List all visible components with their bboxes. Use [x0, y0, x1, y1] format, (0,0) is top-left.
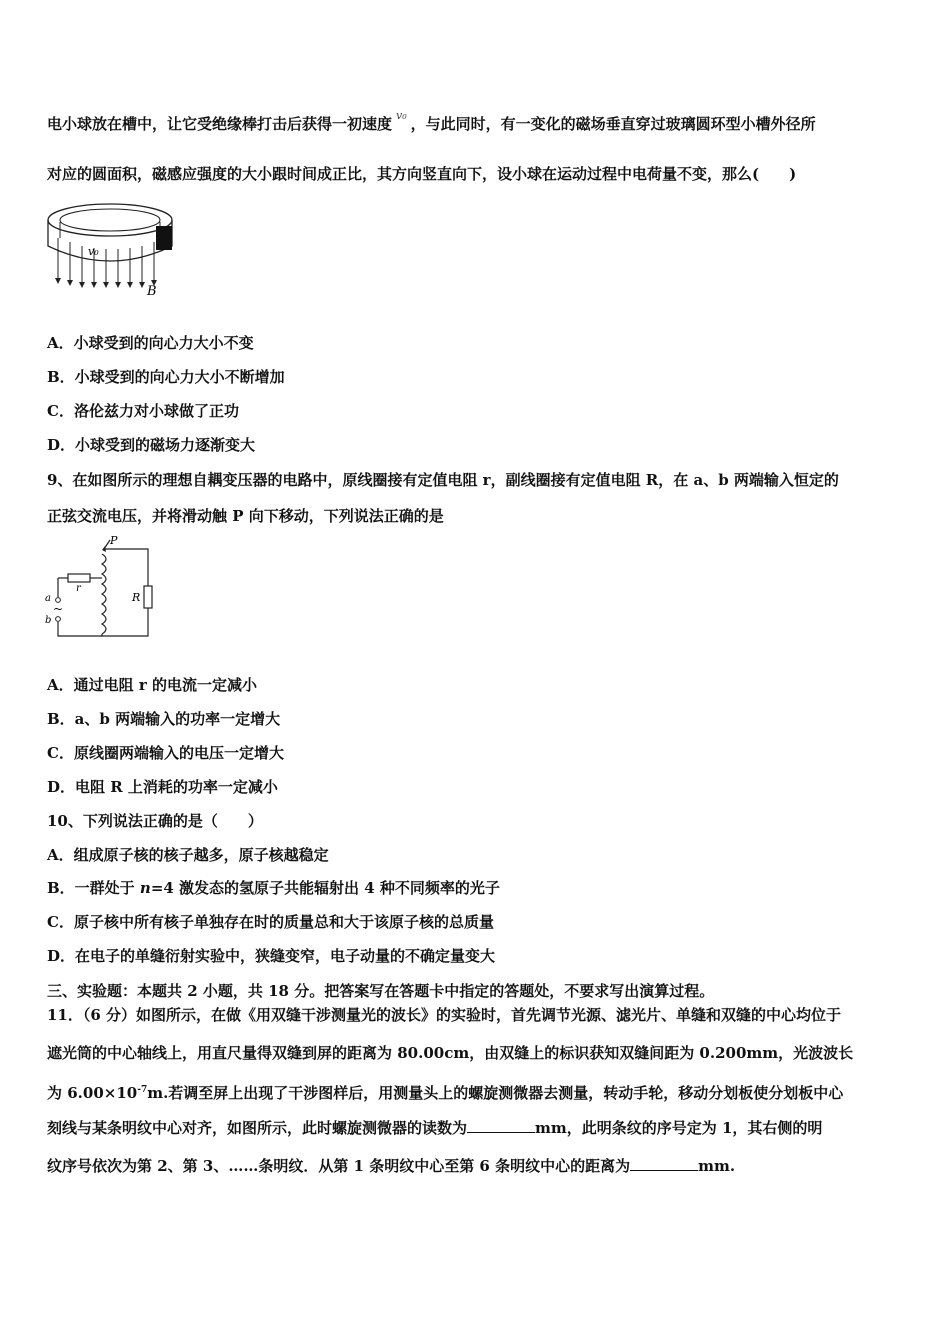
q8-option-a: A．小球受到的向心力大小不变	[47, 334, 254, 352]
fig-r-label: r	[76, 583, 81, 594]
transformer-circuit-figure	[40, 534, 160, 642]
ac-source-symbol: ~	[53, 602, 64, 616]
q10-stem: 10、下列说法正确的是（ ）	[47, 812, 263, 830]
q9-option-a: A．通过电阻 r 的电流一定减小	[47, 676, 257, 694]
q9-option-b: B．a、b 两端输入的功率一定增大	[47, 710, 281, 728]
q9-line-2: 正弦交流电压，并将滑动触 P 向下移动，下列说法正确的是	[47, 507, 444, 525]
ring-field-figure	[44, 198, 184, 298]
q10-option-c: C．原子核中所有核子单独存在时的质量总和大于该原子核的总质量	[47, 913, 494, 931]
v0-symbol: v₀	[396, 109, 407, 122]
q11-line-2: 遮光筒的中心轴线上，用直尺量得双缝到屏的距离为 80.00cm，由双缝上的标识获知双缝间距为 0.200mm，光波波长	[47, 1044, 854, 1062]
q8-option-d: D．小球受到的磁场力逐渐变大	[47, 436, 256, 454]
fig-B-label: B	[147, 284, 157, 298]
q9-option-c: C．原线圈两端输入的电压一定增大	[47, 744, 284, 762]
q9-line-1: 9、在如图所示的理想自耦变压器的电路中，原线圈接有定值电阻 r，副线圈接有定值电阻 R，在 a、b 两端输入恒定的	[47, 471, 839, 489]
fig-b-label: b	[45, 615, 52, 626]
q11-line-1: 11．（6 分）如图所示，在做《用双缝干涉测量光的波长》的实验时，首先调节光源、滤光片、单缝和双缝的中心均位于	[47, 1006, 842, 1024]
q11-line-5: 纹序号依次为第 2、第 3、……条明纹．从第 1 条明纹中心至第 6 条明纹中心的距离为 mm.	[47, 1157, 736, 1175]
section-3-heading: 三、实验题：本题共 2 小题，共 18 分。把答案写在答题卡中指定的答题处，不要求写出演算过程。	[47, 982, 715, 1000]
fig-P-label: P	[110, 534, 118, 547]
q11-line-4: 刻线与某条明纹中心对齐，如图所示，此时螺旋测微器的读数为 mm，此明条纹的序号定为 1，其右侧的明	[47, 1119, 823, 1137]
q10-option-b: B．一群处于 n=4 激发态的氢原子共能辐射出 4 种不同频率的光子	[47, 879, 500, 897]
q8-option-c: C．洛伦兹力对小球做了正功	[47, 402, 239, 420]
answer-blank-2[interactable]	[630, 1156, 698, 1171]
q9-option-d: D．电阻 R 上消耗的功率一定减小	[47, 778, 278, 796]
fig-v0-label: v₀	[88, 245, 99, 258]
q8-option-b: B．小球受到的向心力大小不断增加	[47, 368, 285, 386]
q8-line-2: 对应的圆面积，磁感应强度的大小跟时间成正比，其方向竖直向下，设小球在运动过程中电荷量不变，那么( )	[47, 165, 797, 183]
answer-blank-1[interactable]	[467, 1118, 535, 1133]
q11-line-3: 为 $6.00\times 10^{-7}m$.若调至屏上出现了干涉图样后，用测量头上的螺旋测微器去测量，转动手轮，移动分划板使分划板中心	[47, 1084, 844, 1102]
fig-R-label: R	[132, 591, 141, 604]
fig-a-label: a	[45, 593, 51, 604]
q10-option-d: D．在电子的单缝衍射实验中，狭缝变窄，电子动量的不确定量变大	[47, 947, 496, 965]
q10-option-a: A．组成原子核的核子越多，原子核越稳定	[47, 846, 329, 864]
q8-line-1: 电小球放在槽中，让它受绝缘棒打击后获得一初速度 $^{v_0}$ ，与此同时，有一变化的磁场垂直穿过玻璃圆环型小槽外径所	[47, 109, 816, 133]
